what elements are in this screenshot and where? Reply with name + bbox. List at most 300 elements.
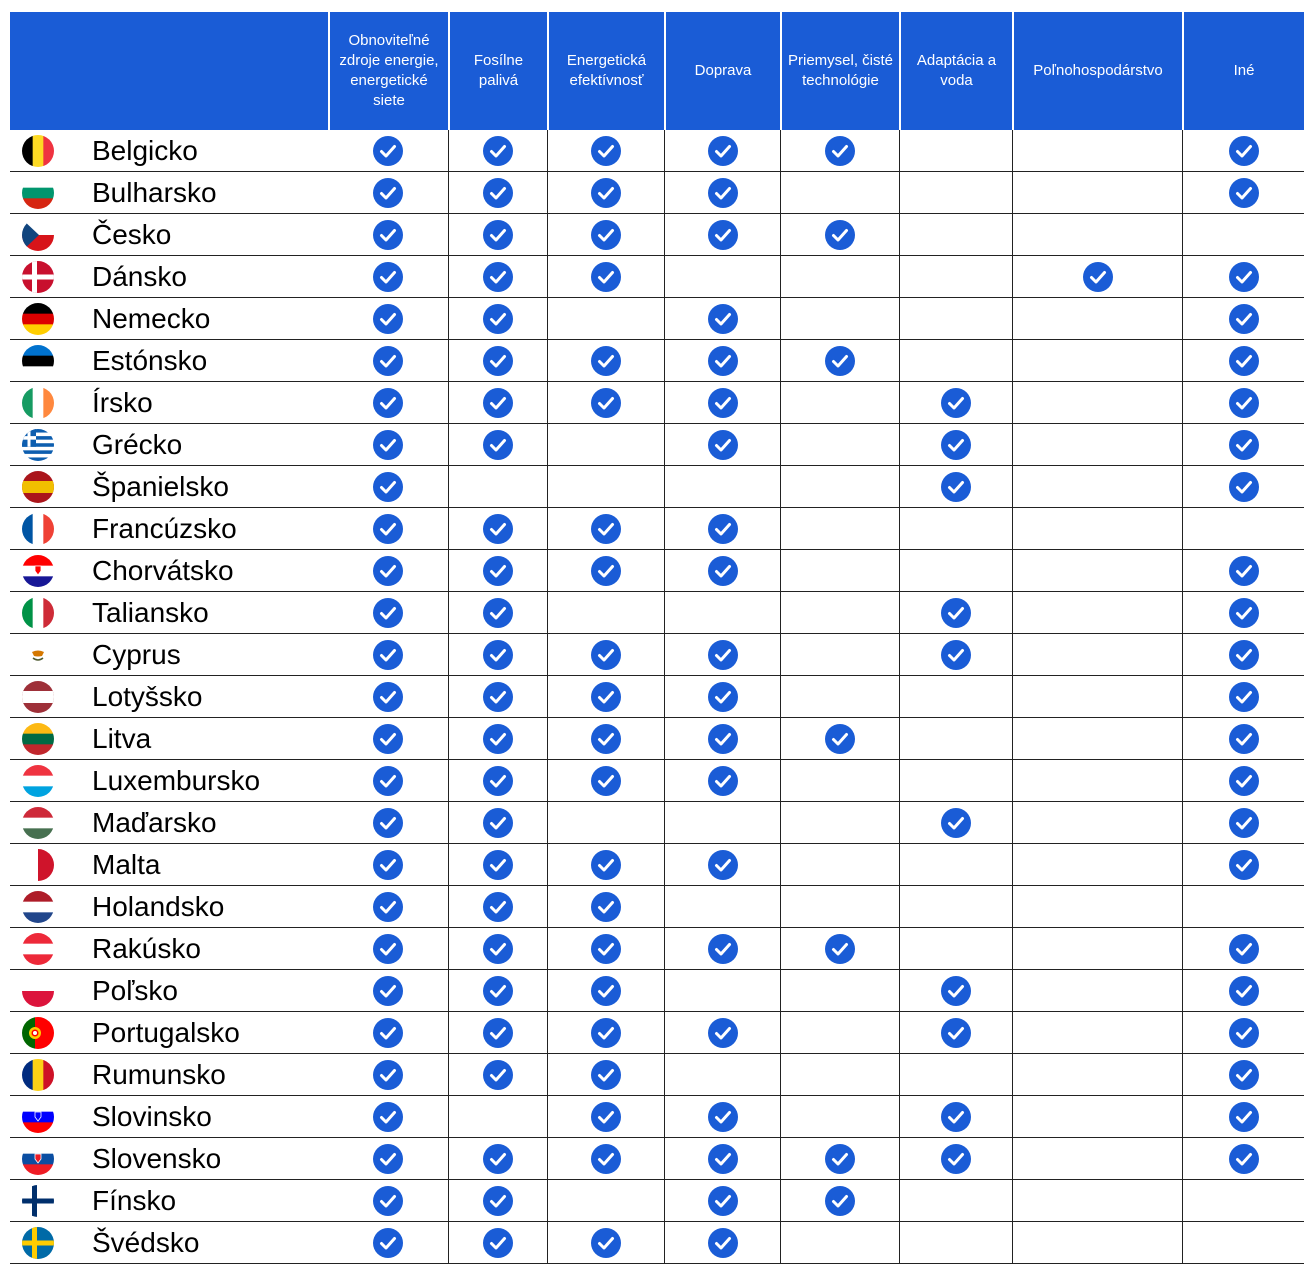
check-circle-icon bbox=[373, 388, 403, 418]
country-name: Malta bbox=[90, 844, 328, 886]
cell-energy-efficiency bbox=[547, 1096, 664, 1138]
check-circle-icon bbox=[373, 892, 403, 922]
cell-other bbox=[1182, 298, 1304, 340]
cell-adaptation-water bbox=[899, 1222, 1012, 1264]
check-circle-icon bbox=[825, 934, 855, 964]
check-circle-icon bbox=[373, 934, 403, 964]
check-circle-icon bbox=[483, 262, 513, 292]
check-circle-icon bbox=[483, 430, 513, 460]
cell-other bbox=[1182, 382, 1304, 424]
cyprus-flag-icon bbox=[10, 634, 90, 676]
cell-fossil-fuels bbox=[448, 298, 547, 340]
cell-renewables bbox=[328, 1138, 448, 1180]
cell-adaptation-water bbox=[899, 466, 1012, 508]
cell-fossil-fuels bbox=[448, 844, 547, 886]
cell-agriculture bbox=[1012, 634, 1182, 676]
france-flag-icon bbox=[10, 508, 90, 550]
germany-flag-icon bbox=[10, 298, 90, 340]
cell-adaptation-water bbox=[899, 760, 1012, 802]
country-name: Švédsko bbox=[90, 1222, 328, 1264]
cell-transport bbox=[664, 466, 780, 508]
cell-industry bbox=[780, 1180, 899, 1222]
netherlands-flag-icon bbox=[10, 886, 90, 928]
check-circle-icon bbox=[1229, 682, 1259, 712]
check-circle-icon bbox=[941, 1018, 971, 1048]
cell-energy-efficiency bbox=[547, 1222, 664, 1264]
cell-energy-efficiency bbox=[547, 970, 664, 1012]
luxembourg-flag-icon bbox=[10, 760, 90, 802]
cell-energy-efficiency bbox=[547, 298, 664, 340]
czechia-flag-icon bbox=[10, 214, 90, 256]
cell-industry bbox=[780, 1054, 899, 1096]
check-circle-icon bbox=[591, 682, 621, 712]
cell-transport bbox=[664, 172, 780, 214]
cell-industry bbox=[780, 718, 899, 760]
check-circle-icon bbox=[825, 346, 855, 376]
cell-adaptation-water bbox=[899, 298, 1012, 340]
check-circle-icon bbox=[373, 262, 403, 292]
cell-agriculture bbox=[1012, 130, 1182, 172]
cell-renewables bbox=[328, 1180, 448, 1222]
cell-fossil-fuels bbox=[448, 382, 547, 424]
check-circle-icon bbox=[825, 1186, 855, 1216]
cell-industry bbox=[780, 172, 899, 214]
cell-renewables bbox=[328, 844, 448, 886]
cell-renewables bbox=[328, 508, 448, 550]
country-name: Luxembursko bbox=[90, 760, 328, 802]
check-circle-icon bbox=[483, 1060, 513, 1090]
header-country-column bbox=[90, 12, 328, 130]
cell-industry bbox=[780, 424, 899, 466]
cell-renewables bbox=[328, 340, 448, 382]
check-circle-icon bbox=[483, 892, 513, 922]
cell-adaptation-water bbox=[899, 1096, 1012, 1138]
cell-renewables bbox=[328, 634, 448, 676]
check-circle-icon bbox=[708, 430, 738, 460]
check-circle-icon bbox=[483, 388, 513, 418]
check-circle-icon bbox=[708, 220, 738, 250]
check-circle-icon bbox=[1229, 808, 1259, 838]
cell-fossil-fuels bbox=[448, 466, 547, 508]
country-name: Cyprus bbox=[90, 634, 328, 676]
slovakia-flag-icon bbox=[10, 1138, 90, 1180]
cell-energy-efficiency bbox=[547, 508, 664, 550]
cell-energy-efficiency bbox=[547, 214, 664, 256]
check-circle-icon bbox=[708, 640, 738, 670]
check-circle-icon bbox=[1229, 1060, 1259, 1090]
poland-flag-icon bbox=[10, 970, 90, 1012]
check-circle-icon bbox=[373, 136, 403, 166]
check-circle-icon bbox=[483, 178, 513, 208]
check-circle-icon bbox=[373, 346, 403, 376]
cell-agriculture bbox=[1012, 508, 1182, 550]
cell-other bbox=[1182, 1180, 1304, 1222]
cell-agriculture bbox=[1012, 1012, 1182, 1054]
check-circle-icon bbox=[1229, 934, 1259, 964]
check-circle-icon bbox=[483, 850, 513, 880]
check-circle-icon bbox=[373, 178, 403, 208]
cell-transport bbox=[664, 424, 780, 466]
check-circle-icon bbox=[1229, 1018, 1259, 1048]
austria-flag-icon bbox=[10, 928, 90, 970]
cell-renewables bbox=[328, 1054, 448, 1096]
greece-flag-icon bbox=[10, 424, 90, 466]
cell-energy-efficiency bbox=[547, 718, 664, 760]
cell-fossil-fuels bbox=[448, 1096, 547, 1138]
cell-adaptation-water bbox=[899, 550, 1012, 592]
cell-agriculture bbox=[1012, 718, 1182, 760]
header-other: Iné bbox=[1182, 12, 1304, 130]
country-name: Rakúsko bbox=[90, 928, 328, 970]
cell-agriculture bbox=[1012, 256, 1182, 298]
cell-transport bbox=[664, 214, 780, 256]
cell-other bbox=[1182, 550, 1304, 592]
cell-transport bbox=[664, 382, 780, 424]
cell-industry bbox=[780, 214, 899, 256]
check-circle-icon bbox=[591, 976, 621, 1006]
cell-other bbox=[1182, 676, 1304, 718]
lithuania-flag-icon bbox=[10, 718, 90, 760]
country-name: Dánsko bbox=[90, 256, 328, 298]
check-circle-icon bbox=[1229, 724, 1259, 754]
cell-other bbox=[1182, 844, 1304, 886]
country-name: Litva bbox=[90, 718, 328, 760]
cell-energy-efficiency bbox=[547, 424, 664, 466]
check-circle-icon bbox=[591, 1060, 621, 1090]
check-circle-icon bbox=[373, 724, 403, 754]
check-circle-icon bbox=[591, 388, 621, 418]
cell-agriculture bbox=[1012, 844, 1182, 886]
cell-other bbox=[1182, 466, 1304, 508]
allocation-table bbox=[10, 12, 1304, 1265]
country-name: Rumunsko bbox=[90, 1054, 328, 1096]
cell-adaptation-water bbox=[899, 676, 1012, 718]
cell-renewables bbox=[328, 550, 448, 592]
cell-transport bbox=[664, 718, 780, 760]
check-circle-icon bbox=[1229, 388, 1259, 418]
slovenia-flag-icon bbox=[10, 1096, 90, 1138]
country-name: Estónsko bbox=[90, 340, 328, 382]
cell-industry bbox=[780, 466, 899, 508]
cell-fossil-fuels bbox=[448, 970, 547, 1012]
cell-energy-efficiency bbox=[547, 676, 664, 718]
denmark-flag-icon bbox=[10, 256, 90, 298]
check-circle-icon bbox=[591, 724, 621, 754]
cell-other bbox=[1182, 970, 1304, 1012]
cell-fossil-fuels bbox=[448, 214, 547, 256]
check-circle-icon bbox=[591, 178, 621, 208]
portugal-flag-icon bbox=[10, 1012, 90, 1054]
cell-renewables bbox=[328, 1096, 448, 1138]
cell-other bbox=[1182, 928, 1304, 970]
cell-industry bbox=[780, 1222, 899, 1264]
cell-agriculture bbox=[1012, 676, 1182, 718]
cell-industry bbox=[780, 340, 899, 382]
check-circle-icon bbox=[591, 766, 621, 796]
cell-adaptation-water bbox=[899, 928, 1012, 970]
spain-flag-icon bbox=[10, 466, 90, 508]
header-adaptation-water: Adaptácia a voda bbox=[899, 12, 1012, 130]
check-circle-icon bbox=[825, 136, 855, 166]
check-circle-icon bbox=[591, 346, 621, 376]
cell-energy-efficiency bbox=[547, 760, 664, 802]
check-circle-icon bbox=[1083, 262, 1113, 292]
header-renewables: Obnoviteľné zdroje energie, energetické siete bbox=[328, 12, 448, 130]
check-circle-icon bbox=[591, 850, 621, 880]
check-circle-icon bbox=[483, 556, 513, 586]
check-circle-icon bbox=[483, 1018, 513, 1048]
cell-energy-efficiency bbox=[547, 592, 664, 634]
check-circle-icon bbox=[708, 514, 738, 544]
cell-agriculture bbox=[1012, 172, 1182, 214]
cell-renewables bbox=[328, 214, 448, 256]
check-circle-icon bbox=[373, 808, 403, 838]
check-circle-icon bbox=[941, 472, 971, 502]
malta-flag-icon bbox=[10, 844, 90, 886]
cell-transport bbox=[664, 1012, 780, 1054]
check-circle-icon bbox=[483, 934, 513, 964]
country-name: Taliansko bbox=[90, 592, 328, 634]
cell-energy-efficiency bbox=[547, 886, 664, 928]
check-circle-icon bbox=[483, 1144, 513, 1174]
cell-industry bbox=[780, 130, 899, 172]
cell-energy-efficiency bbox=[547, 802, 664, 844]
cell-other bbox=[1182, 592, 1304, 634]
cell-renewables bbox=[328, 886, 448, 928]
cell-adaptation-water bbox=[899, 508, 1012, 550]
cell-industry bbox=[780, 592, 899, 634]
check-circle-icon bbox=[483, 682, 513, 712]
cell-industry bbox=[780, 634, 899, 676]
cell-industry bbox=[780, 382, 899, 424]
check-circle-icon bbox=[1229, 346, 1259, 376]
check-circle-icon bbox=[1229, 136, 1259, 166]
romania-flag-icon bbox=[10, 1054, 90, 1096]
cell-other bbox=[1182, 340, 1304, 382]
check-circle-icon bbox=[941, 388, 971, 418]
check-circle-icon bbox=[708, 850, 738, 880]
cell-fossil-fuels bbox=[448, 508, 547, 550]
finland-flag-icon bbox=[10, 1180, 90, 1222]
cell-industry bbox=[780, 1138, 899, 1180]
cell-energy-efficiency bbox=[547, 1180, 664, 1222]
country-name: Lotyšsko bbox=[90, 676, 328, 718]
cell-fossil-fuels bbox=[448, 130, 547, 172]
check-circle-icon bbox=[708, 1018, 738, 1048]
cell-other bbox=[1182, 508, 1304, 550]
cell-adaptation-water bbox=[899, 172, 1012, 214]
cell-renewables bbox=[328, 1012, 448, 1054]
cell-transport bbox=[664, 886, 780, 928]
cell-transport bbox=[664, 1096, 780, 1138]
check-circle-icon bbox=[708, 178, 738, 208]
check-circle-icon bbox=[373, 766, 403, 796]
check-circle-icon bbox=[483, 220, 513, 250]
cell-other bbox=[1182, 1222, 1304, 1264]
cell-industry bbox=[780, 844, 899, 886]
check-circle-icon bbox=[483, 514, 513, 544]
cell-energy-efficiency bbox=[547, 550, 664, 592]
check-circle-icon bbox=[591, 1102, 621, 1132]
cell-fossil-fuels bbox=[448, 1012, 547, 1054]
cell-industry bbox=[780, 550, 899, 592]
cell-renewables bbox=[328, 382, 448, 424]
hungary-flag-icon bbox=[10, 802, 90, 844]
cell-adaptation-water bbox=[899, 802, 1012, 844]
check-circle-icon bbox=[483, 724, 513, 754]
cell-transport bbox=[664, 592, 780, 634]
check-circle-icon bbox=[1229, 976, 1259, 1006]
cell-agriculture bbox=[1012, 214, 1182, 256]
check-circle-icon bbox=[941, 640, 971, 670]
cell-adaptation-water bbox=[899, 340, 1012, 382]
cell-renewables bbox=[328, 424, 448, 466]
check-circle-icon bbox=[373, 556, 403, 586]
cell-agriculture bbox=[1012, 1180, 1182, 1222]
cell-renewables bbox=[328, 592, 448, 634]
cell-agriculture bbox=[1012, 382, 1182, 424]
ireland-flag-icon bbox=[10, 382, 90, 424]
check-circle-icon bbox=[1229, 598, 1259, 628]
cell-energy-efficiency bbox=[547, 1012, 664, 1054]
check-circle-icon bbox=[708, 136, 738, 166]
cell-other bbox=[1182, 634, 1304, 676]
cell-other bbox=[1182, 256, 1304, 298]
cell-transport bbox=[664, 928, 780, 970]
cell-energy-efficiency bbox=[547, 634, 664, 676]
cell-fossil-fuels bbox=[448, 256, 547, 298]
check-circle-icon bbox=[941, 1144, 971, 1174]
cell-agriculture bbox=[1012, 466, 1182, 508]
check-circle-icon bbox=[708, 1102, 738, 1132]
cell-fossil-fuels bbox=[448, 676, 547, 718]
cell-renewables bbox=[328, 130, 448, 172]
check-circle-icon bbox=[373, 1186, 403, 1216]
check-circle-icon bbox=[1229, 262, 1259, 292]
cell-fossil-fuels bbox=[448, 172, 547, 214]
check-circle-icon bbox=[825, 220, 855, 250]
sweden-flag-icon bbox=[10, 1222, 90, 1264]
check-circle-icon bbox=[373, 514, 403, 544]
cell-adaptation-water bbox=[899, 214, 1012, 256]
cell-adaptation-water bbox=[899, 592, 1012, 634]
cell-adaptation-water bbox=[899, 886, 1012, 928]
cell-industry bbox=[780, 760, 899, 802]
cell-agriculture bbox=[1012, 970, 1182, 1012]
cell-energy-efficiency bbox=[547, 256, 664, 298]
country-name: Belgicko bbox=[90, 130, 328, 172]
cell-adaptation-water bbox=[899, 1012, 1012, 1054]
cell-agriculture bbox=[1012, 1222, 1182, 1264]
cell-adaptation-water bbox=[899, 970, 1012, 1012]
check-circle-icon bbox=[708, 1144, 738, 1174]
cell-transport bbox=[664, 340, 780, 382]
cell-adaptation-water bbox=[899, 424, 1012, 466]
check-circle-icon bbox=[825, 724, 855, 754]
header-transport: Doprava bbox=[664, 12, 780, 130]
cell-industry bbox=[780, 802, 899, 844]
cell-agriculture bbox=[1012, 340, 1182, 382]
check-circle-icon bbox=[373, 976, 403, 1006]
cell-renewables bbox=[328, 928, 448, 970]
cell-other bbox=[1182, 424, 1304, 466]
cell-energy-efficiency bbox=[547, 172, 664, 214]
cell-transport bbox=[664, 256, 780, 298]
check-circle-icon bbox=[941, 1102, 971, 1132]
check-circle-icon bbox=[373, 472, 403, 502]
check-circle-icon bbox=[591, 1228, 621, 1258]
country-name: Francúzsko bbox=[90, 508, 328, 550]
cell-energy-efficiency bbox=[547, 382, 664, 424]
check-circle-icon bbox=[1229, 556, 1259, 586]
cell-other bbox=[1182, 172, 1304, 214]
check-circle-icon bbox=[483, 808, 513, 838]
cell-transport bbox=[664, 508, 780, 550]
header-flag-column bbox=[10, 12, 90, 130]
cell-renewables bbox=[328, 298, 448, 340]
cell-transport bbox=[664, 1222, 780, 1264]
cell-adaptation-water bbox=[899, 718, 1012, 760]
check-circle-icon bbox=[591, 514, 621, 544]
cell-other bbox=[1182, 130, 1304, 172]
country-name: Írsko bbox=[90, 382, 328, 424]
cell-adaptation-water bbox=[899, 130, 1012, 172]
check-circle-icon bbox=[1229, 640, 1259, 670]
cell-transport bbox=[664, 802, 780, 844]
cell-industry bbox=[780, 928, 899, 970]
country-name: Fínsko bbox=[90, 1180, 328, 1222]
cell-energy-efficiency bbox=[547, 340, 664, 382]
check-circle-icon bbox=[708, 766, 738, 796]
cell-other bbox=[1182, 1096, 1304, 1138]
cell-agriculture bbox=[1012, 1096, 1182, 1138]
check-circle-icon bbox=[373, 640, 403, 670]
country-name: Maďarsko bbox=[90, 802, 328, 844]
cell-renewables bbox=[328, 1222, 448, 1264]
check-circle-icon bbox=[373, 682, 403, 712]
cell-transport bbox=[664, 298, 780, 340]
cell-transport bbox=[664, 634, 780, 676]
check-circle-icon bbox=[483, 598, 513, 628]
check-circle-icon bbox=[708, 388, 738, 418]
cell-adaptation-water bbox=[899, 1180, 1012, 1222]
cell-fossil-fuels bbox=[448, 886, 547, 928]
cell-other bbox=[1182, 802, 1304, 844]
check-circle-icon bbox=[591, 1018, 621, 1048]
cell-renewables bbox=[328, 256, 448, 298]
check-circle-icon bbox=[591, 136, 621, 166]
cell-renewables bbox=[328, 172, 448, 214]
country-name: Portugalsko bbox=[90, 1012, 328, 1054]
cell-fossil-fuels bbox=[448, 1054, 547, 1096]
check-circle-icon bbox=[373, 430, 403, 460]
cell-energy-efficiency bbox=[547, 1138, 664, 1180]
cell-renewables bbox=[328, 718, 448, 760]
check-circle-icon bbox=[1229, 850, 1259, 880]
check-circle-icon bbox=[708, 934, 738, 964]
cell-agriculture bbox=[1012, 1054, 1182, 1096]
check-circle-icon bbox=[483, 1228, 513, 1258]
country-name: Česko bbox=[90, 214, 328, 256]
check-circle-icon bbox=[708, 1228, 738, 1258]
cell-adaptation-water bbox=[899, 256, 1012, 298]
country-name: Chorvátsko bbox=[90, 550, 328, 592]
check-circle-icon bbox=[941, 976, 971, 1006]
estonia-flag-icon bbox=[10, 340, 90, 382]
check-circle-icon bbox=[708, 556, 738, 586]
header-energy-efficiency: Energetická efektívnosť bbox=[547, 12, 664, 130]
cell-agriculture bbox=[1012, 298, 1182, 340]
